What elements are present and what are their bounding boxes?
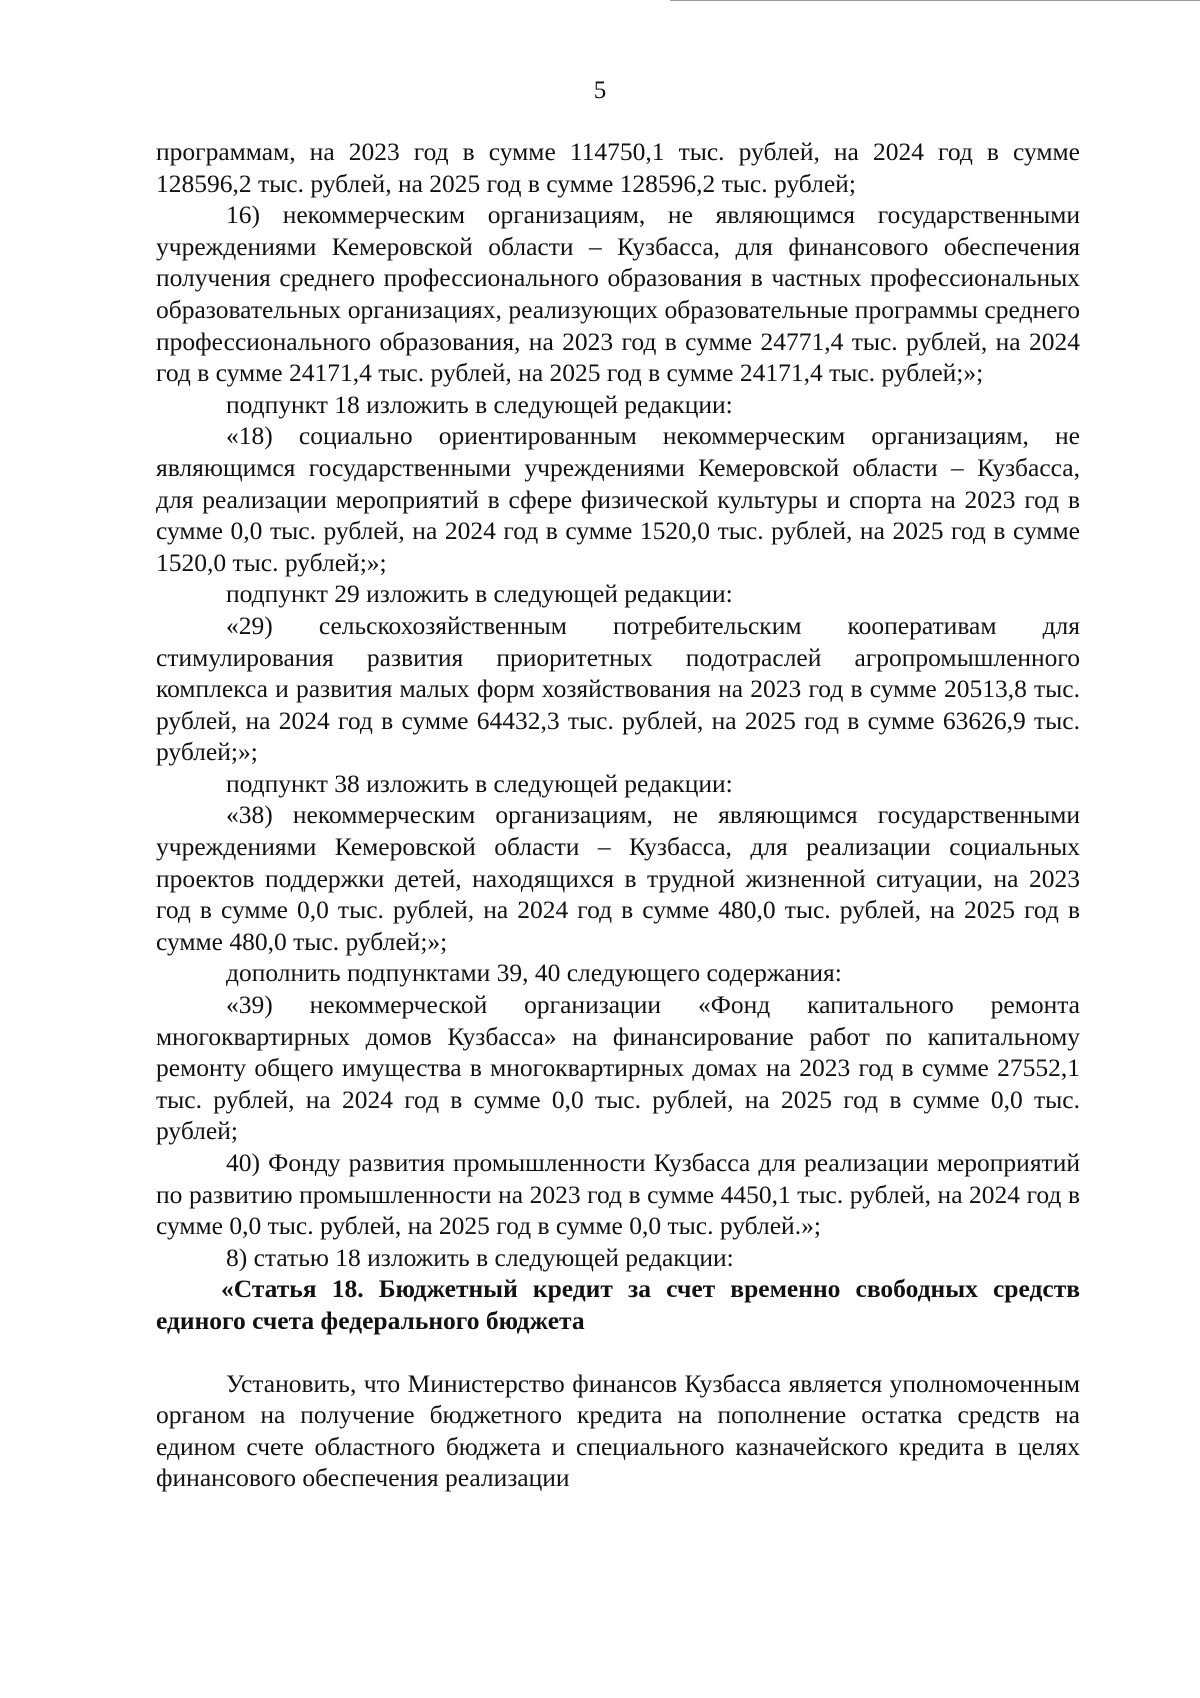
page-number: 5	[593, 77, 607, 104]
paragraph-item-8: 8) статью 18 изложить в следующей редакции:	[226, 1242, 734, 1272]
document-body	[156, 136, 1080, 1494]
top-scan-rule	[670, 0, 1200, 1]
article-18-heading: «Статья 18. Бюджетный кредит за счет временно свободных средств единого счета федерального бюджета	[156, 1274, 1080, 1335]
paragraph-item-40: 40) Фонду развития промышленности Кузбасса для реализации мероприятий по развитию промышленности на 2023 год в сумме 4450,1 тыс. рублей, на 2024 год в сумме 0,0 тыс. рублей, на 2025 год в сумме 0,0 тыс. рублей.»;	[156, 1148, 1080, 1241]
paragraph-item-39: «39) некоммерческой организации «Фонд капитального ремонта многоквартирных домов Кузбасса» на финансирование работ по капитальному ремонту общего имущества в многоквартирных домах на 2023 год в сумме 27552,1 тыс. рублей, на 2024 год в сумме 0,0 тыс. рублей, на 2025 год в сумме 0,0 тыс. рублей;	[156, 990, 1080, 1146]
paragraph-instruction-29: подпункт 29 изложить в следующей редакции:	[226, 579, 733, 609]
heading-spacer	[156, 1337, 1080, 1368]
paragraph-article-18-body: Установить, что Министерство финансов Кузбасса является уполномоченным органом на получение бюджетного кредита на пополнение остатка средств на едином счете областного бюджета и специального казначейского кредита в целях финансового обеспечения реализации	[156, 1368, 1080, 1493]
paragraph-continuation: программам, на 2023 год в сумме 114750,1 тыс. рублей, на 2024 год в сумме 128596,2 тыс. рублей, на 2025 год в сумме 128596,2 тыс. рублей;	[156, 137, 1080, 198]
paragraph-instruction-18: подпункт 18 изложить в следующей редакции:	[226, 389, 733, 419]
paragraph-item-29: «29) сельскохозяйственным потребительским кооперативам для стимулирования развития приоритетных подотраслей агропромышленного комплекса и развития малых форм хозяйствования на 2023 год в сумме 20513,8 тыс. рублей, на 2024 год в сумме 64432,3 тыс. рублей, на 2025 год в сумме 63626,9 тыс. рублей;»;	[156, 610, 1080, 767]
paragraph-item-18: «18) социально ориентированным некоммерческим организациям, не являющимся государственными учреждениями Кемеровской области – Кузбасса, для реализации мероприятий в сфере физической культуры и спорта на 2023 год в сумме 0,0 тыс. рублей, на 2024 год в сумме 1520,0 тыс. рублей, на 2025 год в сумме 1520,0 тыс. рублей;»;	[156, 421, 1080, 577]
paragraph-instruction-38: подпункт 38 изложить в следующей редакции:	[226, 768, 733, 798]
paragraph-instruction-39-40: дополнить подпунктами 39, 40 следующего содержания:	[226, 958, 842, 988]
paragraph-item-16: 16) некоммерческим организациям, не являющимся государственными учреждениями Кемеровской области – Кузбасса, для финансового обеспечения получения среднего профессионального образования в частных профессиональных образовательных организациях, реализующих образовательные программы среднего профессионального образования, на 2023 год в сумме 24771,4 тыс. рублей, на 2024 год в сумме 24171,4 тыс. рублей, на 2025 год в сумме 24171,4 тыс. рублей;»;	[156, 200, 1080, 388]
paragraph-item-38: «38) некоммерческим организациям, не являющимся государственными учреждениями Кемеровской области – Кузбасса, для реализации социальных проектов поддержки детей, находящихся в трудной жизненной ситуации, на 2023 год в сумме 0,0 тыс. рублей, на 2024 год в сумме 480,0 тыс. рублей, на 2025 год в сумме 480,0 тыс. рублей;»;	[156, 800, 1080, 956]
